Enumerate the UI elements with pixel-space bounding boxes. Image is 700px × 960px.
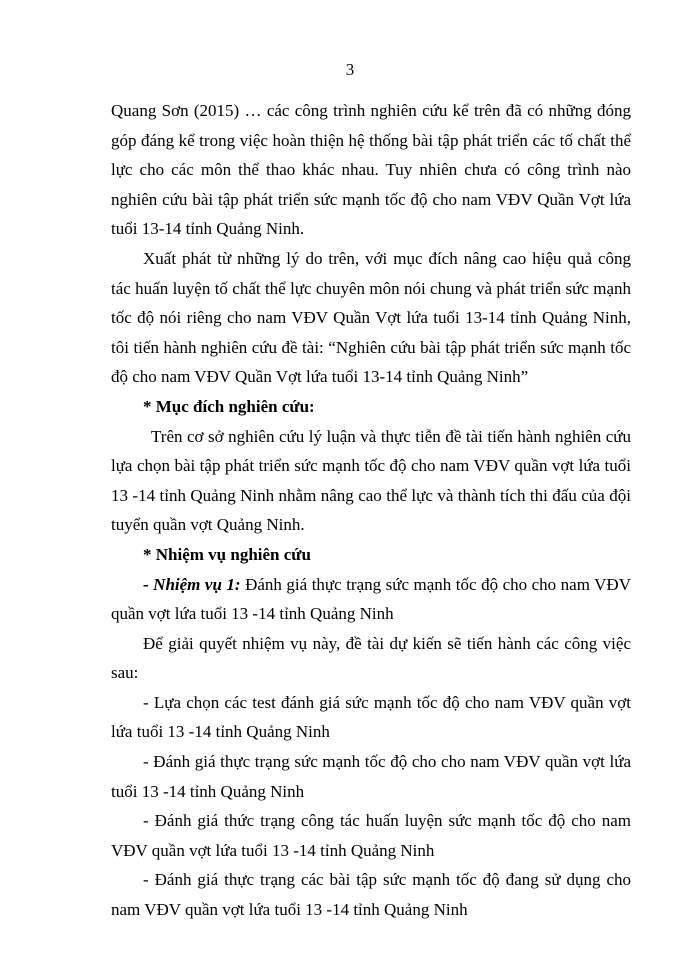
list-item-assess-training: - Đánh giá thức trạng công tác huấn luyện sức mạnh tốc độ cho nam VĐV quần vợt lứa tuổi 13 -14 tỉnh Quảng Ninh [111,811,631,860]
list-item-select-tests: - Lựa chọn các test đánh giá sức mạnh tốc độ cho nam VĐV quần vợt lứa tuổi 13 -14 tỉnh Quảng Ninh [111,692,631,742]
list-item-assess-exercises: - Đánh giá thực trạng các bài tập sức mạnh tốc độ đang sử dụng cho nam VĐV quần vợt lứa tuổi 13 -14 tỉnh Quảng Ninh [111,870,631,920]
paragraph-task-1 [111,570,631,629]
paragraph-purpose: Trên cơ sở nghiên cứu lý luận và thực tiễn đề tài tiến hành nghiên cứu lựa chọn bài tập phát triển sức mạnh tốc độ cho nam VĐV quần vợt lứa tuổi 13 -14 tỉnh Quảng Ninh nhằm nâng cao thể lực và thành tích thi đấu của đội tuyển quần vợt Quảng Ninh. [111,426,631,535]
list-item-assess-strength: - Đánh giá thực trạng sức mạnh tốc độ cho cho nam VĐV quần vợt lứa tuổi 13 -14 tỉnh Quảng Ninh [111,752,631,801]
page-number: 3 [345,60,355,79]
task-1-text: Đánh giá thực trạng sức mạnh tốc độ cho cho nam VĐV quần vợt lứa tuổi 13 -14 tỉnh Quảng Ninh [111,574,631,624]
heading-research-purpose: * Mục đích nghiên cứu: [143,396,315,416]
paragraph-rationale: Xuất phát từ những lý do trên, với mục đích nâng cao hiệu quả công tác huấn luyện tố chất thể lực chuyên môn nói chung và phát triển sức mạnh tốc độ nói riêng cho nam VĐV Quần Vợt lứa tuổi 13-14 tỉnh Quảng Ninh, tôi tiến hành nghiên cứu đề tài: “Nghiên cứu bài tập phát triển sức mạnh tốc độ cho nam VĐV Quần Vợt lứa tuổi 13-14 tỉnh Quảng Ninh” [111,248,631,387]
heading-research-tasks: * Nhiệm vụ nghiên cứu [143,544,311,564]
paragraph-task-approach: Để giải quyết nhiệm vụ này, đề tài dự kiến sẽ tiến hành các công việc sau: [111,633,631,683]
paragraph-intro: Quang Sơn (2015) … các công trình nghiên cứu kể trên đã có những đóng góp đáng kể trong việc hoàn thiện hệ thống bài tập phát triển các tố chất thể lực cho các môn thể thao khác nhau. Tuy nhiên chưa có công trình nào nghiên cứu bài tập phát triển sức mạnh tốc độ cho nam VĐV Quần Vợt lứa tuổi 13-14 tỉnh Quảng Ninh. [111,101,631,239]
document-body [111,96,631,925]
task-1-label: - Nhiệm vụ 1: [143,574,241,594]
